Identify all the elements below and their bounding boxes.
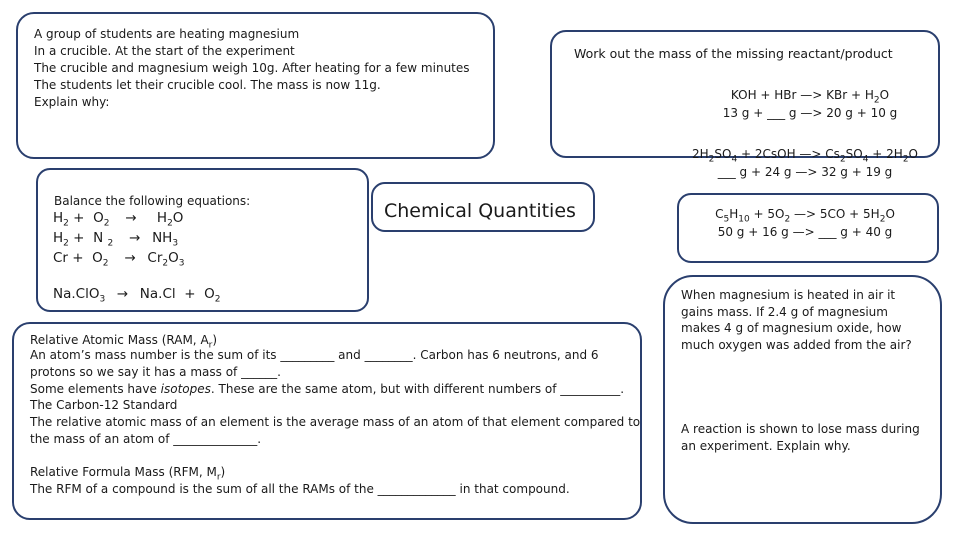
heating-line-3: The crucible and magnesium weigh 10g. After heating for a few minutes [34, 61, 470, 75]
missing-mass-heading: Work out the mass of the missing reactant/product [574, 46, 893, 61]
equation-c5h10-masses: 50 g + 16 g —> ___ g + 40 g [717, 225, 893, 239]
ram-title: Relative Atomic Mass (RAM, $A_r$) [30, 333, 218, 351]
reaction-q-line-2: an experiment. Explain why. [681, 439, 851, 453]
balance-row-2: $H_2 + N$ $_2 \to NH_3$ [53, 230, 179, 249]
heating-line-2: In a crucible. At the start of the experiment [34, 44, 295, 58]
ram-line-6: the mass of an atom of ______________. [30, 432, 262, 446]
ram-line-2: protons so we say it has a mass of ______. [30, 365, 281, 379]
magnesium-q-line-2: gains mass. If 2.4 g of magnesium [681, 305, 888, 319]
ram-line-1: An atom’s mass number is the sum of its _________ and ________. Carbon has 6 neutrons, and 6 [30, 348, 599, 362]
ram-line-3: Some elements have isotopes. These are the same atom, but with different numbers of __________. [30, 382, 625, 396]
ram-line-4: The Carbon-12 Standard [30, 398, 178, 412]
reaction-q-line-1: A reaction is shown to lose mass during [681, 422, 920, 436]
magnesium-q-line-3: makes 4 g of magnesium oxide, how [681, 321, 902, 335]
rfm-line-1: The RFM of a compound is the sum of all the RAMs of the _____________ in that compound. [30, 482, 570, 496]
equation-h2so4-masses: ___ g + 24 g —> 32 g + 19 g [717, 165, 893, 179]
magnesium-q-line-1: When magnesium is heated in air it [681, 288, 896, 302]
equation-c5h10: $C_5H_{10} + 5O_2$ —> $5CO + 5H_2O$ [715, 207, 895, 225]
balance-row-4: $Na.ClO_3 \to Na.Cl + O_2$ [53, 286, 221, 305]
balance-row-3: $Cr + O_2 \to Cr_2O_3$ [53, 250, 185, 269]
heating-line-1: A group of students are heating magnesium [34, 27, 300, 41]
balance-heading: Balance the following equations: [54, 194, 251, 208]
page-title: Chemical Quantities [384, 200, 576, 222]
ram-line-5: The relative atomic mass of an element is the average mass of an atom of that element compared to [30, 415, 641, 429]
heating-line-5: Explain why: [34, 95, 110, 109]
rfm-title: Relative Formula Mass (RFM, $M_r$) [30, 465, 226, 483]
equation-koh-masses: 13 g + ___ g —> 20 g + 10 g [722, 106, 898, 120]
magnesium-q-line-4: much oxygen was added from the air? [681, 338, 912, 352]
heating-line-4: The students let their crucible cool. The mass is now 11g. [34, 78, 381, 92]
balance-row-1: $H_2 + O_2 \to H_2O$ [53, 210, 184, 229]
equation-koh: KOH + HBr —> KBr + $H_2O$ [730, 88, 890, 106]
equation-h2so4: $2H_2SO_4$ + 2CsOH —> $Cs_2SO_4 + 2H_2O$ [692, 147, 918, 165]
